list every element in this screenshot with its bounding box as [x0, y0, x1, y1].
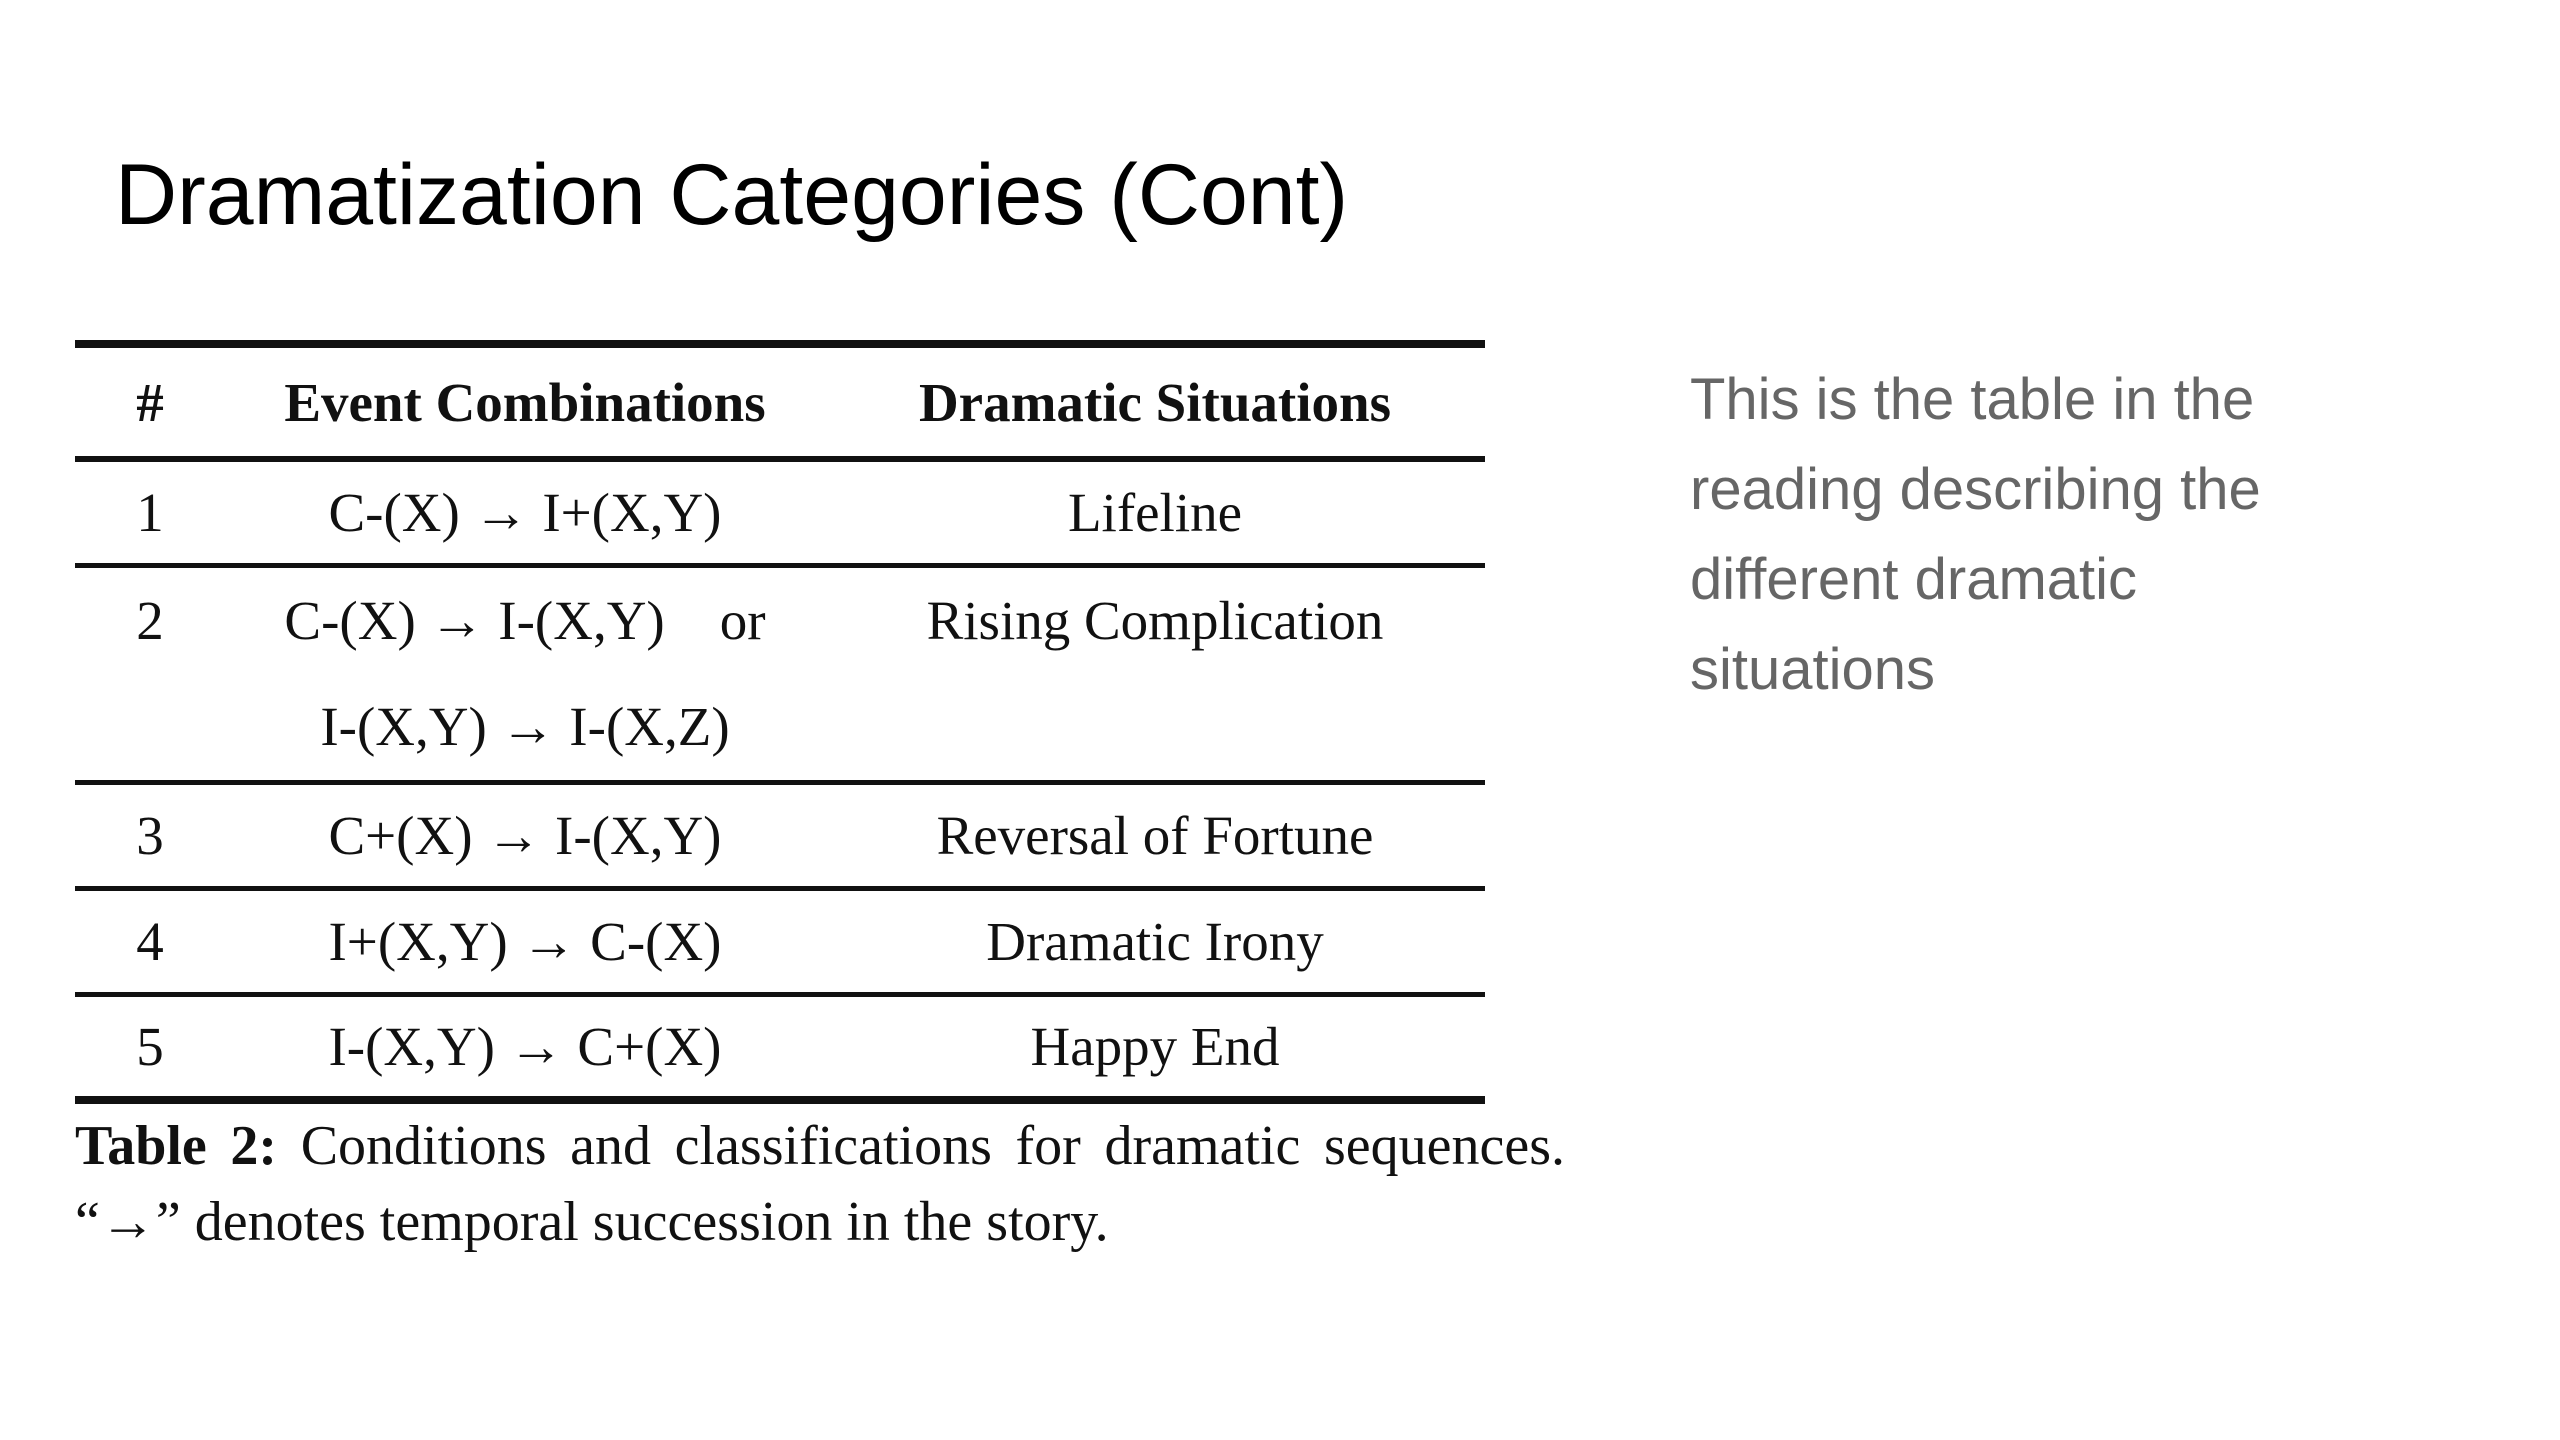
event-combination [225, 565, 825, 782]
table-row [75, 888, 1485, 994]
event-combination-line [225, 568, 825, 674]
row-number: 2 [136, 589, 164, 651]
event-combination: I+(X,Y) → C-(X) [225, 888, 825, 994]
header-dramatic-situations: Dramatic Situations [825, 344, 1485, 459]
row-number: 5 [75, 994, 225, 1100]
slide-title: Dramatization Categories (Cont) [115, 147, 1349, 243]
dramatic-situations-table [75, 340, 1485, 1104]
row-number: 3 [75, 782, 225, 888]
event-combination: C+(X) → I-(X,Y) [225, 782, 825, 888]
row-number: 4 [75, 888, 225, 994]
event-combination: C-(X) → I+(X,Y) [225, 459, 825, 565]
dramatic-situation: Happy End [825, 994, 1485, 1100]
event-combination-line-1: C-(X) → I-(X,Y) [284, 589, 665, 651]
event-combination: I-(X,Y) → C+(X) [225, 994, 825, 1100]
or-connector: or [719, 589, 766, 651]
dramatic-situation: Rising Complication [926, 589, 1384, 651]
table-row [75, 994, 1485, 1100]
table-row [75, 565, 1485, 782]
dramatic-situation: Dramatic Irony [825, 888, 1485, 994]
dramatic-situation: Reversal of Fortune [825, 782, 1485, 888]
header-event-combinations: Event Combinations [225, 344, 825, 459]
event-combination-line-2: I-(X,Y) → I-(X,Z) [320, 695, 730, 757]
caption-text: Conditions and classifications for dramatic sequences. “→” denotes temporal succession in the story. [75, 1115, 1565, 1253]
table-row [75, 782, 1485, 888]
table-header-row [75, 344, 1485, 459]
row-number: 1 [75, 459, 225, 565]
caption-label: Table 2: [75, 1115, 278, 1177]
header-number: # [75, 344, 225, 459]
dramatic-situation: Lifeline [825, 459, 1485, 565]
table-figure [75, 340, 1565, 1260]
table-row [75, 459, 1485, 565]
side-note: This is the table in the reading describing the different dramatic situations [1690, 367, 2261, 702]
table-caption [75, 1108, 1565, 1260]
